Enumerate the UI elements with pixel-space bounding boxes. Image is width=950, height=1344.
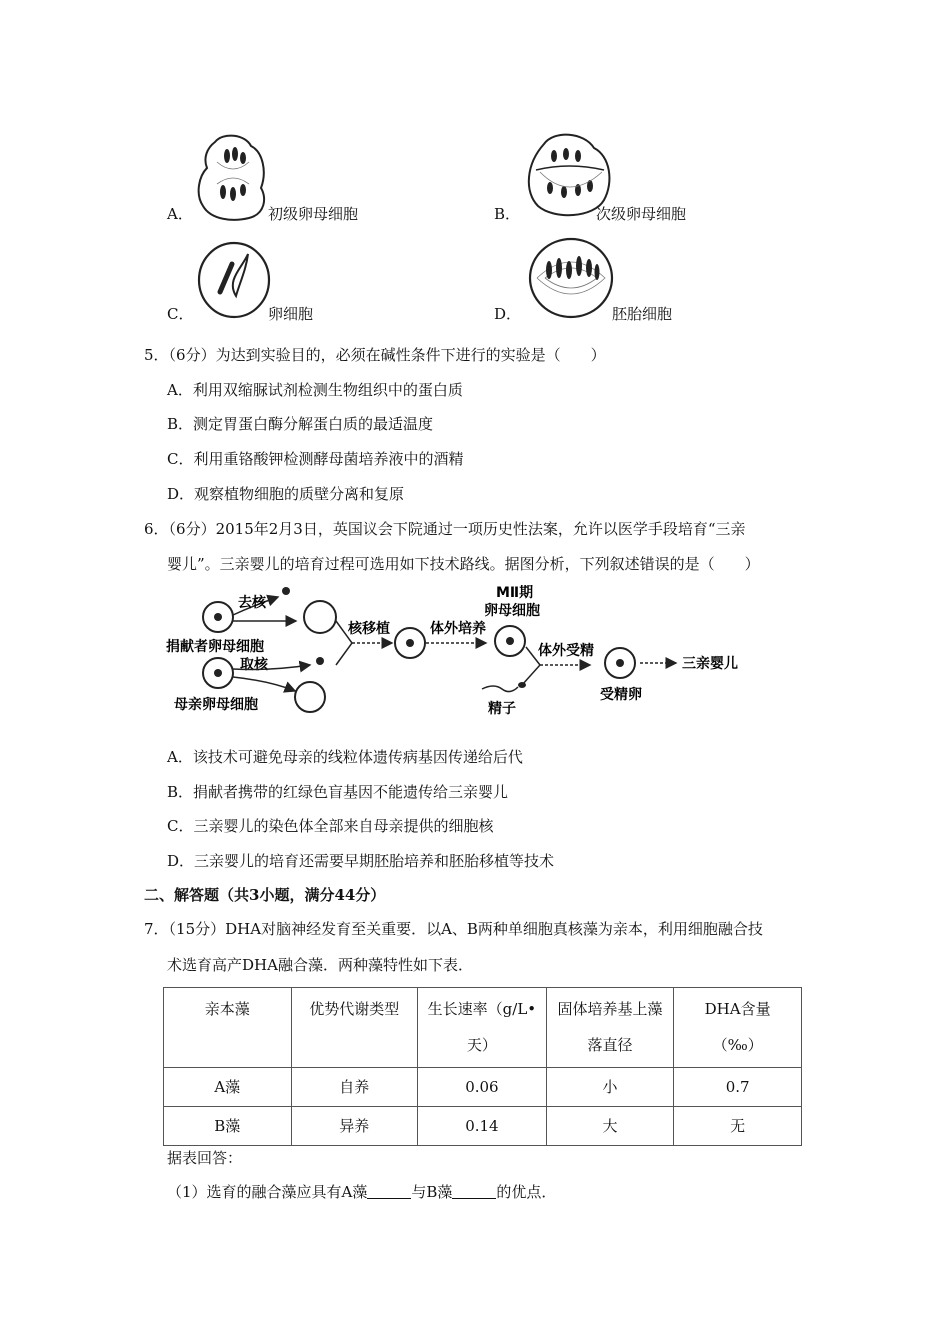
label-three-parent-baby: 三亲婴儿 [682, 656, 738, 672]
answer-blank-1[interactable] [367, 1184, 411, 1199]
mother-oocyte-nucleus [214, 669, 222, 677]
q5-stem: 5．（6分）为达到实验目的，必须在碱性条件下进行的实验是（ ） [144, 346, 606, 364]
q6-option-b: B．捐献者携带的红绿色盲基因不能遗传给三亲婴儿 [167, 783, 509, 801]
q6-option-d: D．三亲婴儿的培育还需要早期胚胎培养和胚胎移植等技术 [167, 852, 555, 870]
cell-division-figure-d-icon [527, 236, 615, 320]
section-2-title: 二、解答题（共3小题，满分44分） [144, 886, 386, 904]
sperm-tail [482, 686, 518, 692]
cell-figure-c-icon [196, 240, 272, 320]
label-mii-line2: 卵母细胞 [484, 603, 540, 619]
q5-option-d: D．观察植物细胞的质壁分离和复原 [167, 485, 405, 503]
option-a-caption: 初级卵母细胞 [268, 205, 359, 223]
table-cell: 小 [546, 1068, 674, 1107]
option-d-caption: 胚胎细胞 [612, 305, 673, 323]
table-cell: 自养 [291, 1068, 418, 1107]
donor-oocyte-nucleus [214, 613, 222, 621]
option-a-letter: A． [167, 205, 193, 223]
option-c-letter: C． [167, 305, 194, 323]
q7-stem-line1: 7．（15分）DHA对脑神经发育至关重要．以A、B两种单细胞真核藻为亲本，利用细胞融合技 [144, 920, 763, 938]
table-cell: 0.7 [674, 1068, 802, 1107]
table-cell: 异养 [291, 1107, 418, 1146]
q6-stem-line2: 婴儿”。三亲婴儿的培育过程可选用如下技术路线。据图分析，下列叙述错误的是（ ） [167, 555, 760, 573]
q5-option-b: B．测定胃蛋白酶分解蛋白质的最适温度 [167, 415, 434, 433]
q7-sub1-part2: 与B藻 [411, 1183, 453, 1201]
mother-nucleus [316, 657, 324, 665]
table-cell: A藻 [164, 1068, 292, 1107]
table-header-row [164, 988, 802, 1068]
label-in-vitro-fertilization: 体外受精 [538, 643, 594, 659]
option-b-caption: 次级卵母细胞 [596, 205, 687, 223]
q7-sub-question-1 [167, 1182, 556, 1202]
reconstructed-nucleus [406, 639, 414, 647]
q6-option-a: A．该技术可避免母亲的线粒体遗传病基因传递给后代 [167, 748, 523, 766]
removed-nucleus [282, 587, 290, 595]
label-mother-oocyte: 母亲卵母细胞 [174, 697, 258, 713]
q6-stem-line1: 6．（6分）2015年2月3日，英国议会下院通过一项历史性法案，允许以医学手段培育“三亲 [144, 520, 746, 538]
enucleated-oocyte [304, 601, 336, 633]
q7-sub1-part3: 的优点． [496, 1183, 557, 1201]
q5-option-c: C．利用重铬酸钾检测酵母菌培养液中的酒精 [167, 450, 464, 468]
header-parent-algae: 亲本藻 [164, 988, 292, 1068]
option-b-letter: B． [494, 205, 521, 223]
q7-after-table: 据表回答： [167, 1149, 243, 1167]
header-dha-content: DHA含量 （‰） [674, 988, 802, 1068]
q5-option-a: A．利用双缩脲试剂检测生物组织中的蛋白质 [167, 381, 463, 399]
label-zygote: 受精卵 [600, 687, 642, 703]
mii-oocyte-nucleus [506, 637, 514, 645]
zygote-nucleus [616, 659, 624, 667]
answer-blank-2[interactable] [452, 1184, 496, 1199]
label-in-vitro-culture: 体外培养 [430, 621, 486, 637]
label-sperm: 精子 [488, 701, 516, 717]
mother-enucleated-cell [295, 682, 325, 712]
option-d-letter: D． [494, 305, 522, 323]
table-cell: B藻 [164, 1107, 292, 1146]
table-row [164, 1107, 802, 1146]
table-cell: 大 [546, 1107, 674, 1146]
table-cell: 0.14 [418, 1107, 547, 1146]
table-cell: 无 [674, 1107, 802, 1146]
label-nuclear-transfer: 核移植 [348, 621, 390, 637]
table-cell: 0.06 [418, 1068, 547, 1107]
cell-division-figure-a-icon [193, 132, 271, 222]
three-parent-baby-diagram [160, 585, 760, 720]
header-colony-diameter: 固体培养基上藻 落直径 [546, 988, 674, 1068]
sperm-head [518, 682, 526, 688]
header-growth-rate: 生长速率（g/L• 天） [418, 988, 547, 1068]
header-metabolism-type: 优势代谢类型 [291, 988, 418, 1068]
table-row [164, 1068, 802, 1107]
q7-stem-line2: 术选育高产DHA融合藻．两种藻特性如下表． [167, 956, 473, 974]
label-take-nucleus: 取核 [240, 657, 268, 673]
label-mii-line1: MⅡ期 [496, 585, 534, 601]
label-donor-oocyte: 捐献者卵母细胞 [166, 639, 264, 655]
algae-traits-table [163, 987, 802, 1146]
label-remove-nucleus: 去核 [238, 595, 266, 611]
q6-option-c: C．三亲婴儿的染色体全部来自母亲提供的细胞核 [167, 817, 494, 835]
q7-sub1-part1: （1）选育的融合藻应具有A藻 [167, 1183, 368, 1201]
option-c-caption: 卵细胞 [268, 305, 314, 323]
